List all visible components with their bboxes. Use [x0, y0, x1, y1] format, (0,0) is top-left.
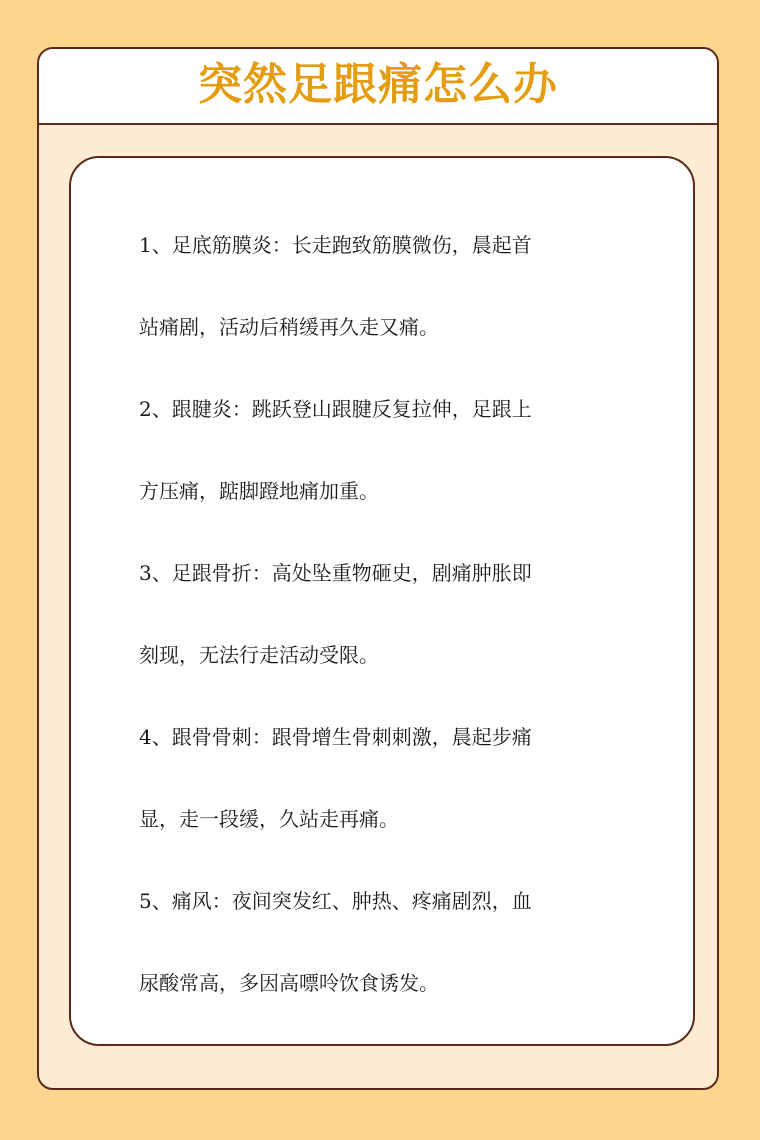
item-line-1 [139, 860, 619, 942]
list-item [139, 532, 619, 696]
list-item [139, 204, 619, 368]
item-line-2: 站痛剧，活动后稍缓再久走又痛。 [139, 315, 439, 339]
content-card [69, 156, 695, 1046]
item-line-1 [139, 532, 619, 614]
item-list [139, 204, 619, 1024]
item-number: 2 [139, 397, 152, 421]
item-line-2: 尿酸常高，多因高嘌呤饮食诱发。 [139, 971, 439, 995]
item-text: 、跟腱炎：跳跃登山跟腱反复拉伸，足跟上 [151, 397, 532, 421]
list-item [139, 368, 619, 532]
item-line-1 [139, 368, 619, 450]
item-text: 、跟骨骨刺：跟骨增生骨刺刺激，晨起步痛 [151, 725, 532, 749]
item-number: 1 [139, 233, 152, 257]
page-title: 突然足跟痛怎么办 [198, 59, 558, 110]
list-item [139, 860, 619, 1024]
item-text: 、足跟骨折：高处坠重物砸史，剧痛肿胀即 [151, 561, 532, 585]
item-line-2: 刻现，无法行走活动受限。 [139, 643, 379, 667]
item-line-2: 显，走一段缓，久站走再痛。 [139, 807, 399, 831]
title-band [39, 49, 717, 125]
item-number: 5 [139, 889, 152, 913]
list-item [139, 696, 619, 860]
item-text: 、足底筋膜炎：长走跑致筋膜微伤，晨起首 [151, 233, 532, 257]
item-line-1 [139, 696, 619, 778]
item-number: 3 [139, 561, 152, 585]
outer-card [37, 47, 719, 1090]
item-line-2: 方压痛，踮脚蹬地痛加重。 [139, 479, 379, 503]
item-text: 、痛风：夜间突发红、肿热、疼痛剧烈，血 [151, 889, 532, 913]
item-line-1 [139, 204, 619, 286]
item-number: 4 [139, 725, 152, 749]
